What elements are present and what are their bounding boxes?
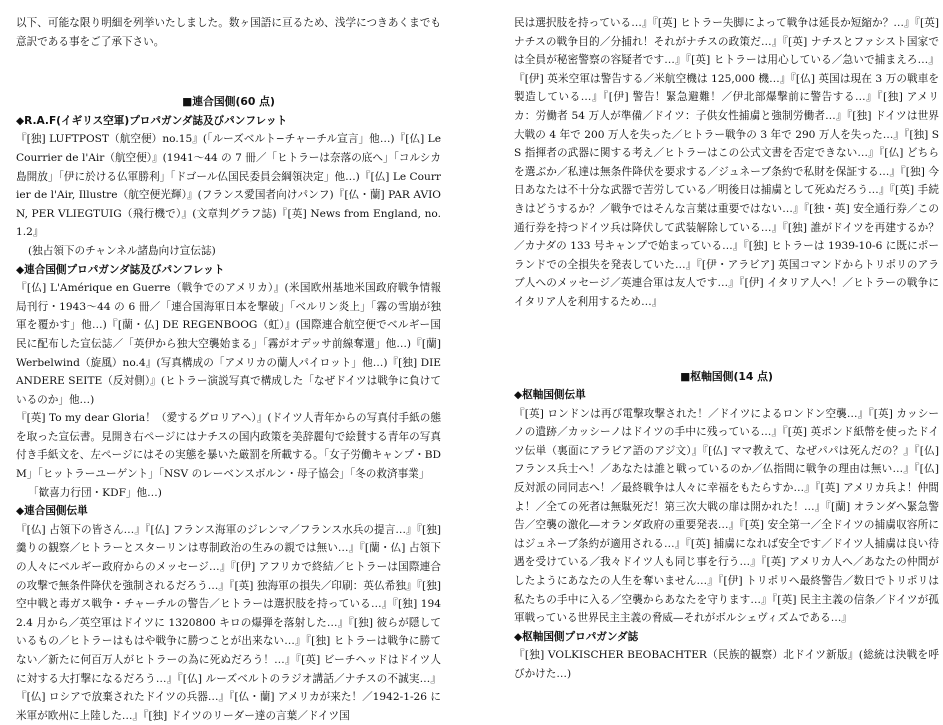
left-column (16, 14, 441, 725)
axis-leaflets-paragraph: 『[英] ロンドンは再び電撃攻撃された！／ドイツによるロンドン空襲…』『[英] カッシーノの遺跡／カッシーノはドイツの手中に残っている…』『[英] 英ポンド紙幣を使ったドイツ伝単（裏面にアラビア語のアジ文）』『[仏] ママ教えて、なぜパパは死んだの？』『[仏] フランス兵士へ！／あなたは誰と戦っているのか／仏指間に戦争の理由は無い…』『[仏] 反対派の同同志へ！／最終戦争は人々に幸福をもたらすか…』『[英] アメリカ兵よ！仲間よ！／全ての死者は無駄死だ！第三次大戦の扉は開かれた！…』『[蘭] オランダへ緊急警告／空襲の激化―オランダ政府の重要発表…』『[英] 安全第一／全ドイツの捕虜収容所にはジュネーブ条約が適用される…』『[英] 捕虜になれば安全です／ドイツ人捕虜は良い待遇を受けている／我々ドイツ人も同じ事を行う…』『[英] アメリカ人へ／あなたの仲間がしたようにあなたの人生を奪いません…』『[伊] トリポリへ最終警告／数日でトリポリは私たちの手中に入る／空襲からあなたを守ります…』『[英] 民主主義の信条／ドイツが孤軍戦っている世界民主主義の脅威—それがボルシェヴィズムである…』 (514, 407, 939, 625)
section-spacer (514, 312, 939, 368)
right-column (514, 14, 939, 684)
axis-propaganda-subheading: ◆枢軸国側プロパガンダ誌 (514, 630, 639, 643)
gloria-paragraph: 『[英] To my dear Gloria！（愛するグロリアへ）』(ドイツ人青年からの写真付手紙の態を取った宣伝書。見開き右ページにはナチスの国内政策を美辞麗句で絵賛する青年の写真付き手紙文を、左ページにはその実態を暴いた厳罰を所載する。「女子労働キャンプ・BDM」「ヒットラーユーゲント」「NSV のレーベンスボルン・母子協会」「冬の救済事業」 (16, 412, 441, 481)
raf-note: (独占領下のチャンネル諸島向け宣伝誌) (28, 244, 216, 257)
raf-paragraph: 『[独] LUFTPOST（航空便）no.15』(「ルーズベルト−チャーチル宣言」他…)『[仏] Le Courrier de l'Air（航空便）』(1941〜44 の 7 冊／「ヒトラーは奈落の底へ」「コルシカ島開放」「伊に於ける仏軍勝利」「ドゴール仏国民委員会綱領决定」他…)『[仏] Le Courrier de l'Air, Illustre（航空便光輝）』(フランス愛国者向けパンフ)『[仏・蘭] PAR AVION, PER VLIEGTUIG（飛行機で）』(文章判グラフ誌)『[英] News from England, no.1.2』 (16, 133, 441, 239)
axis-leaflets-subheading: ◆枢軸国側伝単 (514, 389, 586, 402)
axis-section-title: ■枢軸国側(14 点) (680, 369, 773, 383)
raf-subheading: ◆R.A.F(イギリス空軍)プロパガンダ誌及びパンフレット (16, 114, 288, 127)
axis-propaganda-paragraph: 『[独] VOLKISCHER BEOBACHTER（民族的観察）北ドイツ新版』(総統は決戦を呼びかけた…) (514, 649, 939, 680)
allies-propaganda-paragraph: 『[仏] L'Amérique en Guerre（戦争でのアメリカ）』(米国欧州基地米国政府戦争情報局刊行・1943〜44 の 6 冊／「連合国海軍日本を撃破」「ベルリン炎上」「霧の雪崩が独軍を覆かす」他…)『[蘭・仏] DE REGENBOOG（虹）』(国際連合航空便でベルギー国民に配布した宣伝誌／「英伊から独大空襲始まる」「霧がオデッサ前線奪還」他…)『[蘭] Werbelwind（旋風）no.4』(写真構成の「アメリカの蘭人パイロット」他…)『[独] DIE ANDERE SEITE（反対側）』(ヒトラー演説写真で構成した「なぜドイツは戦争に負けているのか」他…) (16, 282, 441, 406)
intro-text: 以下、可能な限り明細を列挙いたしました。数ヶ国語に亘るため、浅学につきあくまでも意訳である事をご了承下さい。 (16, 17, 441, 48)
allies-leaflets-continued: 民は選択肢を持っている…』『[英] ヒトラー失脚によって戦争は延長か短縮か？…』『[英] ナチスの戦争目的／分捕れ！それがナチスの政策だ…』『[英] ナチスとファシスト国家では全員が秘密警察の容疑者です…』『[英] ヒトラーは用心している／急いで捕まえろ…』『[伊] 英米空軍は警告する／米航空機は 125,000 機…』『[仏] 英国は現在 3 万の戦車を製造している…』『[伊] 警告！緊急避難！／伊北部爆撃前に警告する…』『[独] アメリカ：労働者 54 万人が準備／ドイツ：子供女性捕虜と強制労働者…』『[独] ドイツは世界大戦の 4 年で 200 万人を失った／ヒトラー戦争の 3 年で 290 万人を失った…』『[独] SS 指揮者の武器に関する考え／ヒトラーはこの公式文書を否定できない…』『[仏] どちらを選ぶか／私達は無条件降伏を要求する／ジュネーブ条約で私財を保証する…』『[独] 今日あなたは不十分な武器で苦労している／明後日は捕虜として死ぬだろう…』『[英] 手続きはどうするか？／戦争ではそんな言葉は重要ではない…』『[独・英] 安全通行券／この通行券を持つドイツ兵は降伏して武装解除している…』『[独] 誰がドイツを再建するか？／カナダの 133 号キャンプで始まっている…』『[独] ヒトラーは 1939-10-6 に既にポーランドでの全損失を発表していた…』『[伊・アラビア] 英国コマンドからトリポリのアラブ人へのメッセージ／英連合軍は友人です…』『[伊] イタリア人へ！／ヒトラーの戦争にイタリア人を利用するため…』 (514, 17, 939, 308)
allies-propaganda-subheading: ◆連合国側プロパガンダ誌及びパンフレット (16, 263, 225, 276)
allies-leaflets-subheading: ◆連合国側伝単 (16, 505, 88, 518)
allies-section-title: ■連合国側(60 点) (182, 95, 275, 109)
allies-leaflets-paragraph: 『[仏] 占領下の皆さん…』『[仏] フランス海軍のジレンマ／フランス水兵の提言…』『[独] 羹りの観察／ヒトラーとスターリンは専制政治の生みの親では無い…』『[蘭・仏] 占領下の人々にベルギー政府からのメッセージ…』『[伊] アフリカで終結／ヒトラーは国際連合の攻撃で無条件降伏を強制されるだろう…』『[英] 独海軍の損失／印刷：英仏希独』『[独] 空中戦と毒ガス戦争・チャーチルの警告／ヒトラーは選択肢を持っている…』『[独] 1942.4 月から／英空軍はドイツに 1320800 キロの爆弾を落射した…』『[独] 彼らが隠しているもの／ヒトラーはもはや戦争に勝つことが出来ない…』『[独] ヒトラーは戦争に勝てない／新たに何百万人がヒトラーの為に死ぬだろう！…』『[英] ビーチヘッドはドイツ人に対する大打撃になるだろう…』『[仏] ルーズベルトのラジオ講話／ナチスの不誠実…』『[仏] ロシアで放棄されたドイツの兵器…』『[仏・蘭] アメリカが来た！／1942-1-26 に米軍が欧州に上陸した…』『[独] ドイツのリーダー達の言葉／ドイツ国 (16, 523, 441, 722)
gloria-continuation: 「歓喜力行団・KDF」他…) (28, 486, 162, 499)
